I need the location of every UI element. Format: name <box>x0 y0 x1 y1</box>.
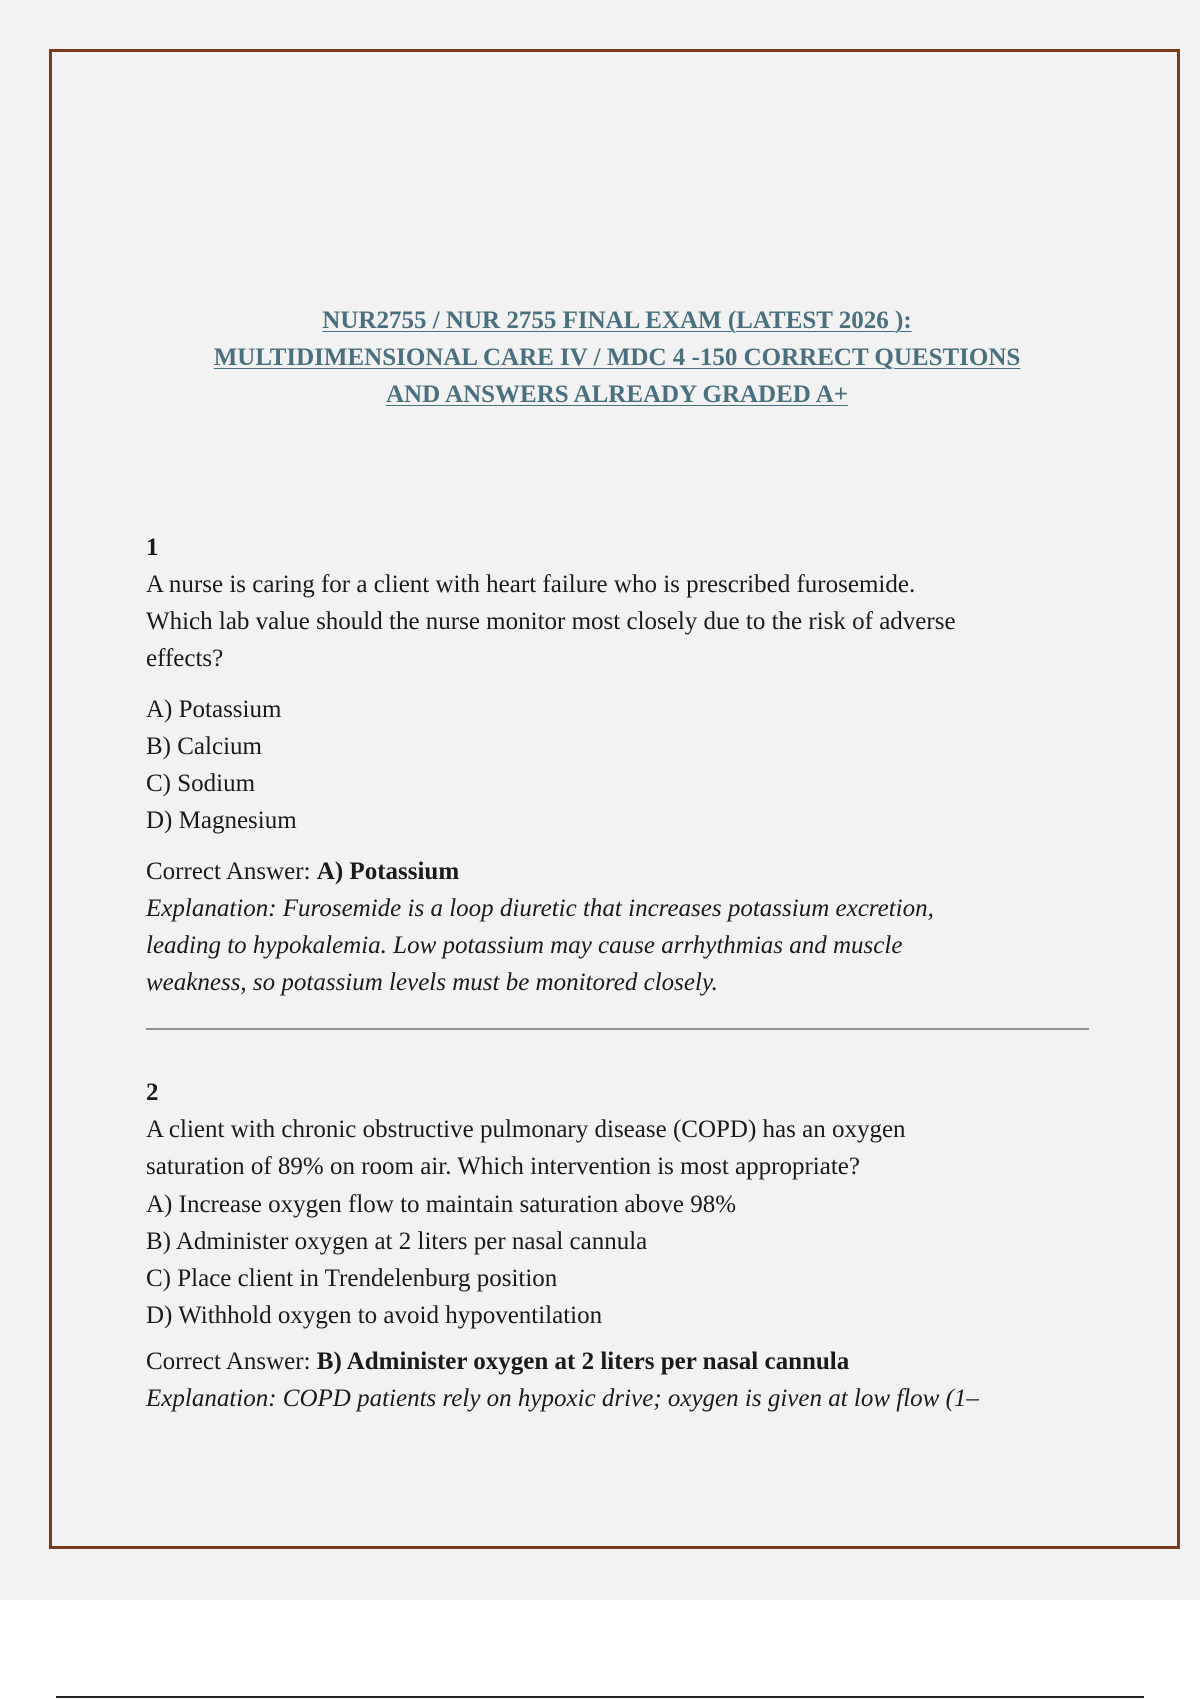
explanation-line: weakness, so potassium levels must be monitored closely. <box>146 969 718 996</box>
question-block-2 <box>146 1075 1090 1417</box>
question-text-line: saturation of 89% on room air. Which intervention is most appropriate? <box>146 1153 860 1180</box>
question-block-1 <box>146 530 1090 1001</box>
option-c: C) Place client in Trendelenburg position <box>146 1265 558 1292</box>
question-divider <box>146 1028 1089 1030</box>
document-title <box>100 302 1134 413</box>
title-line-1: NUR2755 / NUR 2755 FINAL EXAM (LATEST 2026 ): <box>322 307 912 334</box>
answer-options <box>146 691 1090 839</box>
title-line-3: AND ANSWERS ALREADY GRADED A+ <box>386 381 848 408</box>
explanation <box>146 890 1090 1001</box>
explanation <box>146 1380 1090 1417</box>
footer-rule <box>56 1696 1144 1698</box>
title-line-2: MULTIDIMENSIONAL CARE IV / MDC 4 -150 CORRECT QUESTIONS <box>213 344 1021 371</box>
question-text-line: A nurse is caring for a client with heart failure who is prescribed furosemide. <box>146 571 916 598</box>
option-b: B) Calcium <box>146 733 262 760</box>
correct-answer <box>146 1343 1090 1380</box>
explanation-line: leading to hypokalemia. Low potassium may cause arrhythmias and muscle <box>146 932 903 959</box>
correct-answer-label: Correct Answer: <box>146 1348 317 1375</box>
option-a: A) Potassium <box>146 696 282 723</box>
question-number: 1 <box>146 534 159 561</box>
option-b: B) Administer oxygen at 2 liters per nasal cannula <box>146 1228 648 1255</box>
question-text-line: A client with chronic obstructive pulmonary disease (COPD) has an oxygen <box>146 1116 906 1143</box>
question-text <box>146 1111 1090 1185</box>
explanation-line: Explanation: COPD patients rely on hypoxic drive; oxygen is given at low flow (1– <box>146 1385 979 1412</box>
question-text-line: Which lab value should the nurse monitor most closely due to the risk of adverse <box>146 608 956 635</box>
correct-answer-value: B) Administer oxygen at 2 liters per nasal cannula <box>316 1348 850 1375</box>
option-a: A) Increase oxygen flow to maintain saturation above 98% <box>146 1191 737 1218</box>
explanation-line: Explanation: Furosemide is a loop diuretic that increases potassium excretion, <box>146 895 934 922</box>
correct-answer-value: A) Potassium <box>316 858 460 885</box>
correct-answer-label: Correct Answer: <box>146 858 317 885</box>
question-text-line: effects? <box>146 645 224 672</box>
option-c: C) Sodium <box>146 770 256 797</box>
answer-options <box>146 1186 1090 1334</box>
option-d: D) Withhold oxygen to avoid hypoventilation <box>146 1302 603 1329</box>
question-number: 2 <box>146 1079 159 1106</box>
option-d: D) Magnesium <box>146 807 297 834</box>
question-text <box>146 566 1090 677</box>
correct-answer <box>146 853 1090 890</box>
